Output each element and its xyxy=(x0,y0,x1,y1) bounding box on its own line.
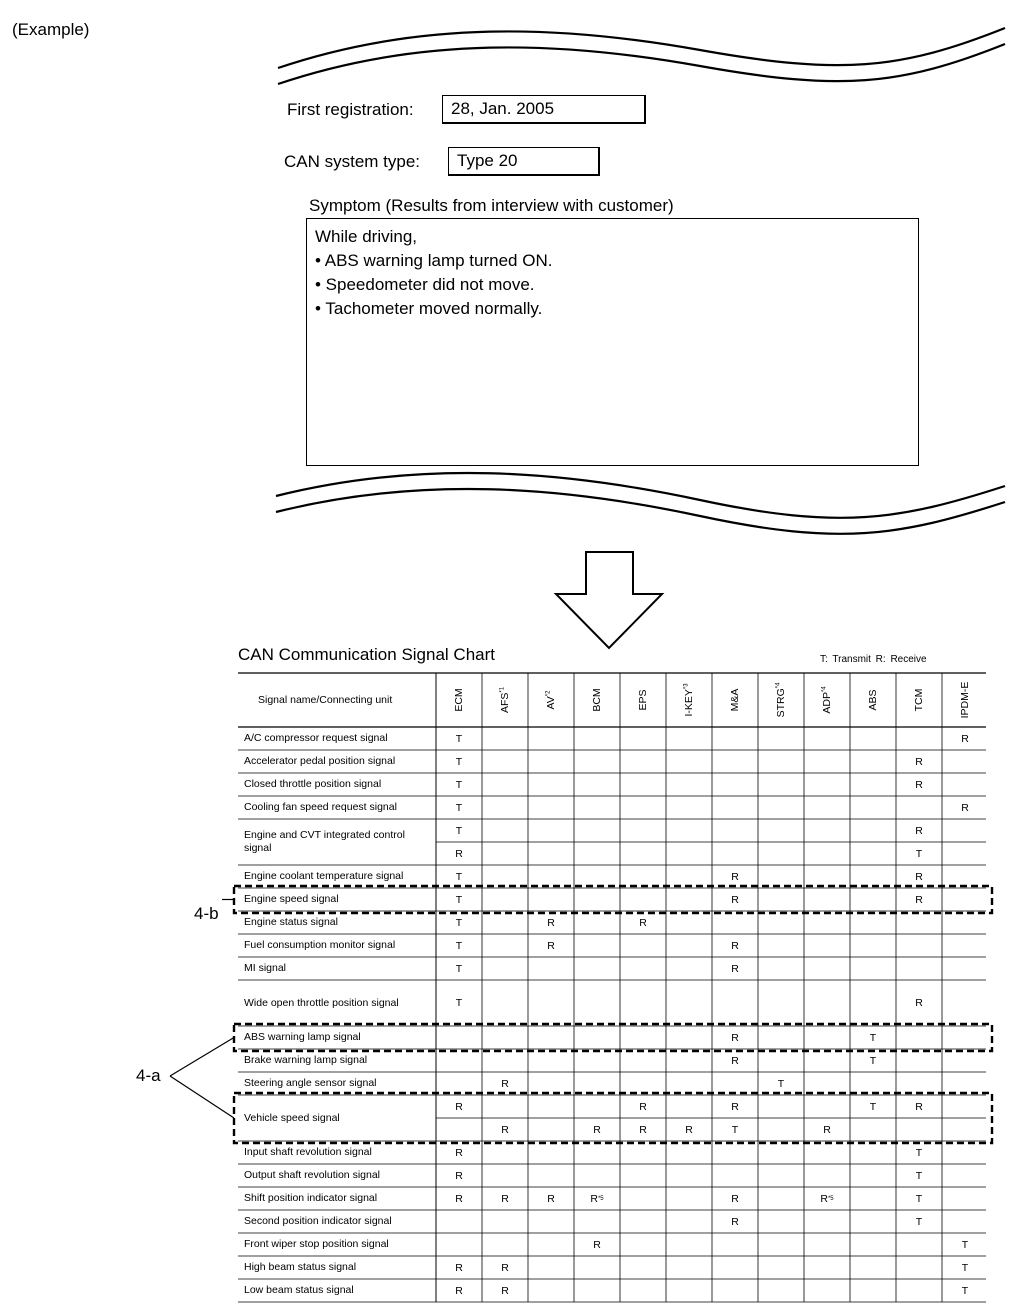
signal-cell: T xyxy=(915,1146,923,1159)
signal-cell: T xyxy=(869,1054,877,1067)
signal-cell: T xyxy=(915,1215,923,1228)
signal-cell: R xyxy=(731,1031,739,1044)
signal-cell: T xyxy=(455,732,463,745)
unit-header: ABS xyxy=(867,689,879,711)
signal-name: Steering angle sensor signal xyxy=(244,1077,377,1089)
signal-name: A/C compressor request signal xyxy=(244,732,388,744)
unit-header: TCM xyxy=(913,688,925,712)
signal-cell: R xyxy=(455,1100,463,1113)
signal-cell: R xyxy=(915,893,923,906)
signal-name: Low beam status signal xyxy=(244,1284,354,1296)
signal-cell: T xyxy=(961,1261,969,1274)
signal-cell: T xyxy=(455,824,463,837)
signal-cell: T xyxy=(455,893,463,906)
signal-cell: T xyxy=(777,1077,785,1090)
signal-cell: R xyxy=(593,1123,601,1136)
signal-name: Input shaft revolution signal xyxy=(244,1146,372,1158)
signal-cell: R xyxy=(501,1077,509,1090)
signal-name: Closed throttle position signal xyxy=(244,778,382,790)
signal-cell: T xyxy=(455,801,463,814)
signal-cell: R xyxy=(639,1100,647,1113)
signal-cell: T xyxy=(455,997,463,1009)
signal-cell: T xyxy=(731,1123,739,1136)
signal-cell: T xyxy=(455,870,463,883)
signal-cell: R xyxy=(639,1123,647,1136)
symptom-line: While driving, xyxy=(315,227,418,246)
symptom-line: • ABS warning lamp turned ON. xyxy=(315,251,553,270)
signal-name: Engine speed signal xyxy=(244,893,339,905)
unit-header: AV$^{*2}$ xyxy=(545,690,557,710)
signal-cell: R xyxy=(731,1054,739,1067)
signal-cell: R xyxy=(547,1192,555,1205)
unit-header: M&A xyxy=(729,688,741,712)
first-registration-field: 28, Jan. 2005 xyxy=(442,95,646,124)
signal-cell: R xyxy=(731,939,739,952)
signal-cell: R xyxy=(501,1192,509,1205)
unit-header: IPDM-E xyxy=(959,681,971,719)
signal-cell: R xyxy=(915,997,923,1009)
signal-cell: R xyxy=(455,1261,463,1274)
signal-name: Front wiper stop position signal xyxy=(244,1238,389,1250)
unit-header: BCM xyxy=(591,688,603,712)
signal-cell: T xyxy=(869,1031,877,1044)
signal-header: Signal name/Connecting unit xyxy=(258,693,393,706)
signal-cell: T xyxy=(455,755,463,768)
signal-name: Accelerator pedal position signal xyxy=(244,755,396,767)
signal-cell: T xyxy=(961,1238,969,1251)
can-system-type-label: CAN system type: xyxy=(284,152,421,171)
signal-cell: R xyxy=(915,778,923,791)
signal-cell: R *5 xyxy=(820,1192,834,1205)
signal-cell: R xyxy=(639,916,647,929)
unit-header: ADP$^{*4}$ xyxy=(821,686,833,714)
signal-cell: R xyxy=(547,939,555,952)
unit-header: AFS$^{*1}$ xyxy=(499,686,511,714)
signal-cell: R xyxy=(501,1261,509,1274)
unit-header: ECM xyxy=(453,688,465,712)
signal-cell: T xyxy=(961,1284,969,1297)
signal-cell: R xyxy=(455,1146,463,1159)
signal-name: Brake warning lamp signal xyxy=(244,1054,368,1066)
signal-cell: R xyxy=(455,1192,463,1205)
signal-name: Second position indicator signal xyxy=(244,1215,392,1227)
symptom-line: • Tachometer moved normally. xyxy=(315,299,543,318)
symptom-line: • Speedometer did not move. xyxy=(315,275,535,294)
signal-cell: R xyxy=(593,1238,601,1251)
signal-name: Engine status signal xyxy=(244,916,338,928)
signal-cell: R xyxy=(915,1100,923,1113)
signal-cell: R xyxy=(961,801,969,814)
signal-name: Wide open throttle position signal xyxy=(244,996,399,1009)
first-registration-label: First registration: xyxy=(287,100,414,119)
unit-header: STRG$^{*4}$ xyxy=(775,682,787,718)
symptom-label: Symptom (Results from interview with customer) xyxy=(309,196,674,215)
signal-name: Engine coolant temperature signal xyxy=(244,870,404,882)
signal-cell: R xyxy=(731,962,739,975)
signal-name: ABS warning lamp signal xyxy=(244,1031,361,1043)
down-arrow-icon xyxy=(556,552,662,648)
chart-legend: T: Transmit R: Receive xyxy=(820,654,927,665)
signal-name: Shift position indicator signal xyxy=(244,1192,378,1204)
signal-cell: R xyxy=(685,1123,693,1136)
signal-cell: T xyxy=(455,962,463,975)
example-label: (Example) xyxy=(12,20,90,39)
signal-cell: R *5 xyxy=(590,1192,604,1205)
signal-cell: R xyxy=(455,847,463,860)
signal-cell: R xyxy=(823,1123,831,1136)
signal-cell: T xyxy=(455,939,463,952)
chart-title: CAN Communication Signal Chart xyxy=(238,645,495,664)
signal-name: Cooling fan speed request signal xyxy=(244,801,397,813)
signal-cell: R xyxy=(915,870,923,883)
annotation-4a: 4-a xyxy=(136,1066,161,1085)
signal-name: High beam status signal xyxy=(244,1261,357,1273)
signal-cell: R xyxy=(731,1100,739,1113)
signal-cell: R xyxy=(501,1123,509,1136)
signal-name: Engine and CVT integrated control signal xyxy=(244,829,405,854)
can-system-type-field: Type 20 xyxy=(448,147,600,176)
signal-cell: R xyxy=(731,1215,739,1228)
signal-cell: R xyxy=(731,893,739,906)
signal-cell: R xyxy=(731,870,739,883)
signal-name: Fuel consumption monitor signal xyxy=(244,939,396,951)
signal-cell: T xyxy=(455,778,463,791)
signal-cell: T xyxy=(869,1100,877,1113)
symptom-box xyxy=(306,218,919,466)
signal-cell: R xyxy=(501,1284,509,1297)
signal-cell: T xyxy=(455,916,463,929)
signal-cell: R xyxy=(455,1284,463,1297)
signal-cell: R xyxy=(915,755,923,768)
signal-cell: R xyxy=(961,732,969,745)
signal-cell: T xyxy=(915,1192,923,1205)
signal-cell: T xyxy=(915,847,923,860)
unit-header: EPS xyxy=(637,689,649,711)
signal-name: MI signal xyxy=(244,962,287,974)
signal-cell: R xyxy=(915,824,923,837)
signal-name: Vehicle speed signal xyxy=(244,1111,340,1124)
signal-name: Output shaft revolution signal xyxy=(244,1169,380,1181)
unit-header: I-KEY$^{*3}$ xyxy=(683,683,695,717)
signal-cell: R xyxy=(455,1169,463,1182)
signal-cell: R xyxy=(547,916,555,929)
annotation-4b: 4-b xyxy=(194,904,219,923)
signal-cell: R xyxy=(731,1192,739,1205)
signal-cell: T xyxy=(915,1169,923,1182)
